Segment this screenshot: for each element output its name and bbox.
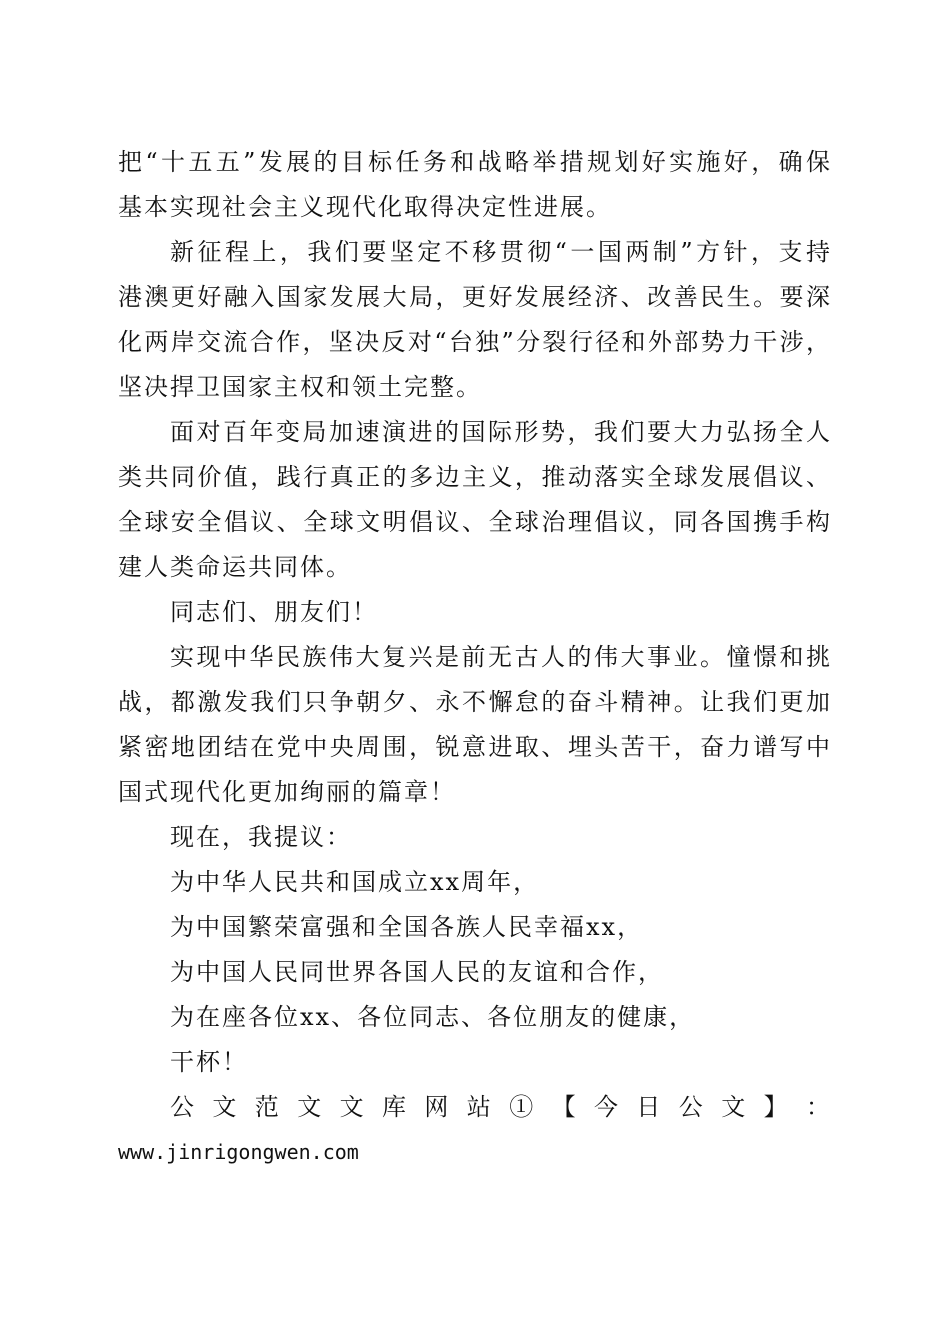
text-line: 建人类命运共同体。 [118,553,352,581]
text-line: 战，都激发我们只争朝夕、永不懈怠的奋斗精神。让我们更加 [118,688,830,716]
text-line: 国式现代化更加绚丽的篇章！ [118,778,456,806]
text-line: 干杯！ [170,1048,248,1076]
text-line: 基本实现社会主义现代化取得决定性进展。 [118,193,612,221]
text-line: 为中国繁荣富强和全国各族人民幸福xx， [170,913,644,941]
text-line: 坚决捍卫国家主权和领土完整。 [118,373,482,401]
text-line: 实现中华民族伟大复兴是前无古人的伟大事业。憧憬和挑 [170,643,830,671]
text-line: 全球安全倡议、全球文明倡议、全球治理倡议，同各国携手构 [118,508,830,536]
text-line: 为在座各位xx、各位同志、各位朋友的健康， [170,1003,696,1031]
text-line: 同志们、朋友们！ [170,598,378,626]
text-line: 紧密地团结在党中央周围，锐意进取、埋头苦干，奋力谱写中 [118,733,830,761]
text-line: 港澳更好融入国家发展大局，更好发展经济、改善民生。要深 [118,283,830,311]
source-url[interactable]: www.jinrigongwen.com [118,1140,359,1164]
text-line: 为中华人民共和国成立xx周年， [170,868,540,896]
text-line: 现在，我提议： [170,823,352,851]
text-line: 面对百年变局加速演进的国际形势，我们要大力弘扬全人 [170,418,830,446]
source-label: 公 文 范 文 文 库 网 站 ① 【 今 日 公 文 】 ： [170,1093,830,1121]
text-line: 为中国人民同世界各国人民的友谊和合作， [170,958,664,986]
text-line: 新征程上，我们要坚定不移贯彻“一国两制”方针，支持 [170,238,830,266]
text-line: 类共同价值，践行真正的多边主义，推动落实全球发展倡议、 [118,463,830,491]
document-page [118,140,830,1175]
text-line: 把“十五五”发展的目标任务和战略举措规划好实施好，确保 [118,148,830,176]
text-line: 化两岸交流合作，坚决反对“台独”分裂行径和外部势力干涉， [118,328,830,356]
document-body [118,140,830,1085]
